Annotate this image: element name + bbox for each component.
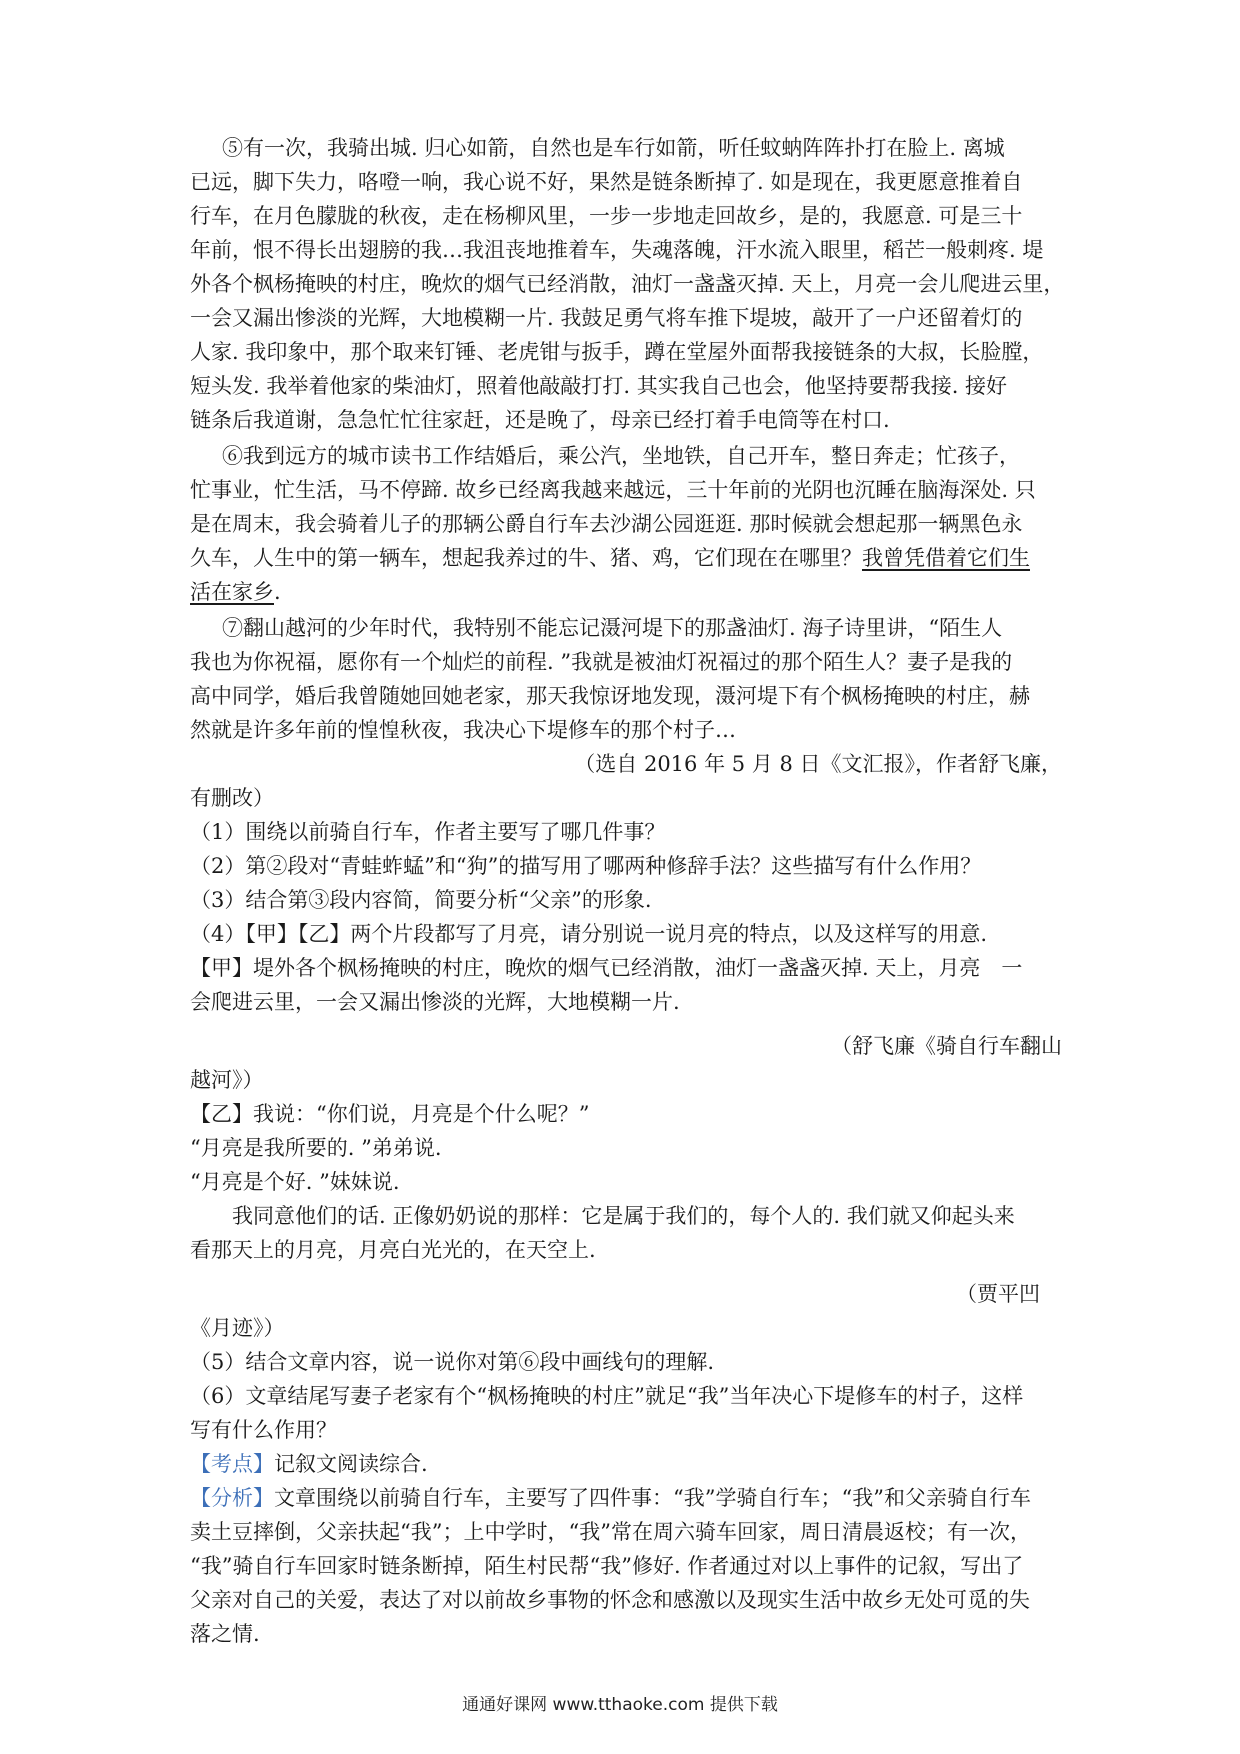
footer-watermark: 通通好课网 www.tthaoke.com 提供下载 bbox=[462, 1695, 778, 1715]
text-line: 我也为你祝福，愿你有一个灿烂的前程. ”我就是被油灯祝福过的那个陌生人？妻子是我的 bbox=[190, 650, 1013, 674]
excerpt-yi: 【乙】我说：“你们说，月亮是个什么呢？” bbox=[190, 1102, 590, 1126]
question-4: （4）【甲】【乙】两个片段都写了月亮，请分别说一说月亮的特点，以及这样写的用意. bbox=[190, 922, 988, 946]
text-line: 是在周末，我会骑着儿子的那辆公爵自行车去沙湖公园逛逛. 那时候就会想起那一辆黑色永 bbox=[190, 512, 1023, 536]
text-line: ⑦翻山越河的少年时代，我特别不能忘记滠河堤下的那盏油灯. 海子诗里讲，“陌生人 bbox=[222, 616, 1003, 640]
text-line: 行车，在月色朦胧的秋夜，走在杨柳风里，一步一步地走回故乡，是的，我愿意. 可是三十 bbox=[190, 204, 1023, 228]
analysis-text: 文章围绕以前骑自行车，主要写了四件事：“我”学骑自行车；“我”和父亲骑自行车 bbox=[274, 1486, 1031, 1510]
question-1: （1）围绕以前骑自行车，作者主要写了哪几件事？ bbox=[190, 820, 666, 844]
kaodian-line bbox=[190, 1448, 1060, 1480]
text-line: 一会又漏出惨淡的光辉，大地模糊一片. 我鼓足勇气将车推下堤坡，敲开了一户还留着灯的 bbox=[190, 306, 1023, 330]
text-line: 会爬进云里，一会又漏出惨淡的光辉，大地模糊一片. bbox=[190, 990, 680, 1014]
text-line: “月亮是我所要的. ”弟弟说. bbox=[190, 1136, 442, 1160]
text-line: ⑤有一次，我骑出城. 归心如箭，自然也是车行如箭，听任蚊蚋阵阵扑打在脸上. 离城 bbox=[222, 136, 1005, 160]
question-6: （6）文章结尾写妻子老家有个“枫杨掩映的村庄”就足“我”当年决心下堤修车的村子，这样 bbox=[190, 1384, 1024, 1408]
question-3: （3）结合第③段内容简，简要分析“父亲”的形象. bbox=[190, 888, 652, 912]
text-line: 落之情. bbox=[190, 1622, 260, 1646]
text-line: 人家. 我印象中，那个取来钉锤、老虎钳与扳手，蹲在堂屋外面帮我接链条的大叔，长脸膛， bbox=[190, 340, 1044, 364]
text-line: 年前，恨不得长出翅膀的我…我沮丧地推着车，失魂落魄，汗水流入眼里，稻芒一般刺疼. 堤 bbox=[190, 238, 1044, 262]
text-line: 看那天上的月亮，月亮白光光的，在天空上. bbox=[190, 1238, 596, 1262]
question-5: （5）结合文章内容，说一说你对第⑥段中画线句的理解. bbox=[190, 1350, 715, 1374]
text-line: 然就是许多年前的惶惶秋夜，我决心下堤修车的那个村子… bbox=[190, 718, 736, 742]
text-line: 短头发. 我举着他家的柴油灯，照着他敲敲打打. 其实我自己也会，他坚持要帮我接. 接好 bbox=[190, 374, 1008, 398]
analysis-line bbox=[190, 1482, 1060, 1514]
text-line: 链条后我道谢，急急忙忙往家赶，还是晚了，母亲已经打着手电筒等在村口. bbox=[190, 408, 890, 432]
text-line: 《月迹》） bbox=[190, 1316, 285, 1340]
excerpt-jia: 【甲】堤外各个枫杨掩映的村庄，晚炊的烟气已经消散，油灯一盏盏灭掉. 天上，月亮 一 bbox=[190, 956, 1023, 980]
kaodian-text: 记叙文阅读综合. bbox=[274, 1452, 428, 1476]
text-line: “我”骑自行车回家时链条断掉，陌生村民帮“我”修好. 作者通过对以上事件的记叙，写出了 bbox=[190, 1554, 1024, 1578]
text-line: 我同意他们的话. 正像奶奶说的那样：它是属于我们的，每个人的. 我们就又仰起头来 bbox=[232, 1204, 1015, 1228]
text-line: ⑥我到远方的城市读书工作结婚后，乘公汽，坐地铁，自己开车，整日奔走；忙孩子， bbox=[222, 444, 1020, 468]
text-line: 卖土豆摔倒，父亲扶起“我”；上中学时，“我”常在周六骑车回家，周日清晨返校；有一次， bbox=[190, 1520, 1031, 1544]
text-line bbox=[190, 542, 1060, 574]
text-line: 忙事业，忙生活，马不停蹄. 故乡已经离我越来越远，三十年前的光阴也沉睡在脑海深处. 只 bbox=[190, 478, 1036, 502]
text-line: 有删改） bbox=[190, 786, 274, 810]
source-citation: （选自 2016 年 5 月 8 日《文汇报》，作者舒飞廉， bbox=[574, 752, 1062, 776]
question-2: （2）第②段对“青蛙蚱蜢”和“狗”的描写用了哪两种修辞手法？这些描写有什么作用？ bbox=[190, 854, 982, 878]
text-line: 越河》） bbox=[190, 1068, 264, 1092]
text-line-part: 久车，人生中的第一辆车，想起我养过的牛、猪、鸡，它们现在在哪里？ bbox=[190, 546, 862, 570]
underlined-sentence: 我曾凭借着它们生 bbox=[862, 546, 1030, 570]
text-line: 已远，脚下失力，咯噔一响，我心说不好，果然是链条断掉了. 如是现在，我更愿意推着自 bbox=[190, 170, 1023, 194]
text-line: 父亲对自己的关爱，表达了对以前故乡事物的怀念和感激以及现实生活中故乡无处可觅的失 bbox=[190, 1588, 1030, 1612]
source-citation: （舒飞廉《骑自行车翻山 bbox=[831, 1034, 1062, 1058]
text-line: “月亮是个好. ”妹妹说. bbox=[190, 1170, 400, 1194]
kaodian-label: 【考点】 bbox=[190, 1452, 274, 1476]
analysis-label: 【分析】 bbox=[190, 1486, 274, 1510]
text-line: 外各个枫杨掩映的村庄，晚炊的烟气已经消散，油灯一盏盏灭掉. 天上，月亮一会儿爬进云里， bbox=[190, 272, 1065, 296]
text-line: 高中同学，婚后我曾随她回她老家，那天我惊讶地发现，滠河堤下有个枫杨掩映的村庄，赫 bbox=[190, 684, 1030, 708]
text-line bbox=[190, 576, 1060, 608]
source-citation: （贾平凹 bbox=[956, 1282, 1040, 1306]
underlined-sentence: 活在家乡 bbox=[190, 580, 274, 604]
text-line: 写有什么作用？ bbox=[190, 1418, 337, 1442]
text-line-part: . bbox=[274, 580, 281, 604]
